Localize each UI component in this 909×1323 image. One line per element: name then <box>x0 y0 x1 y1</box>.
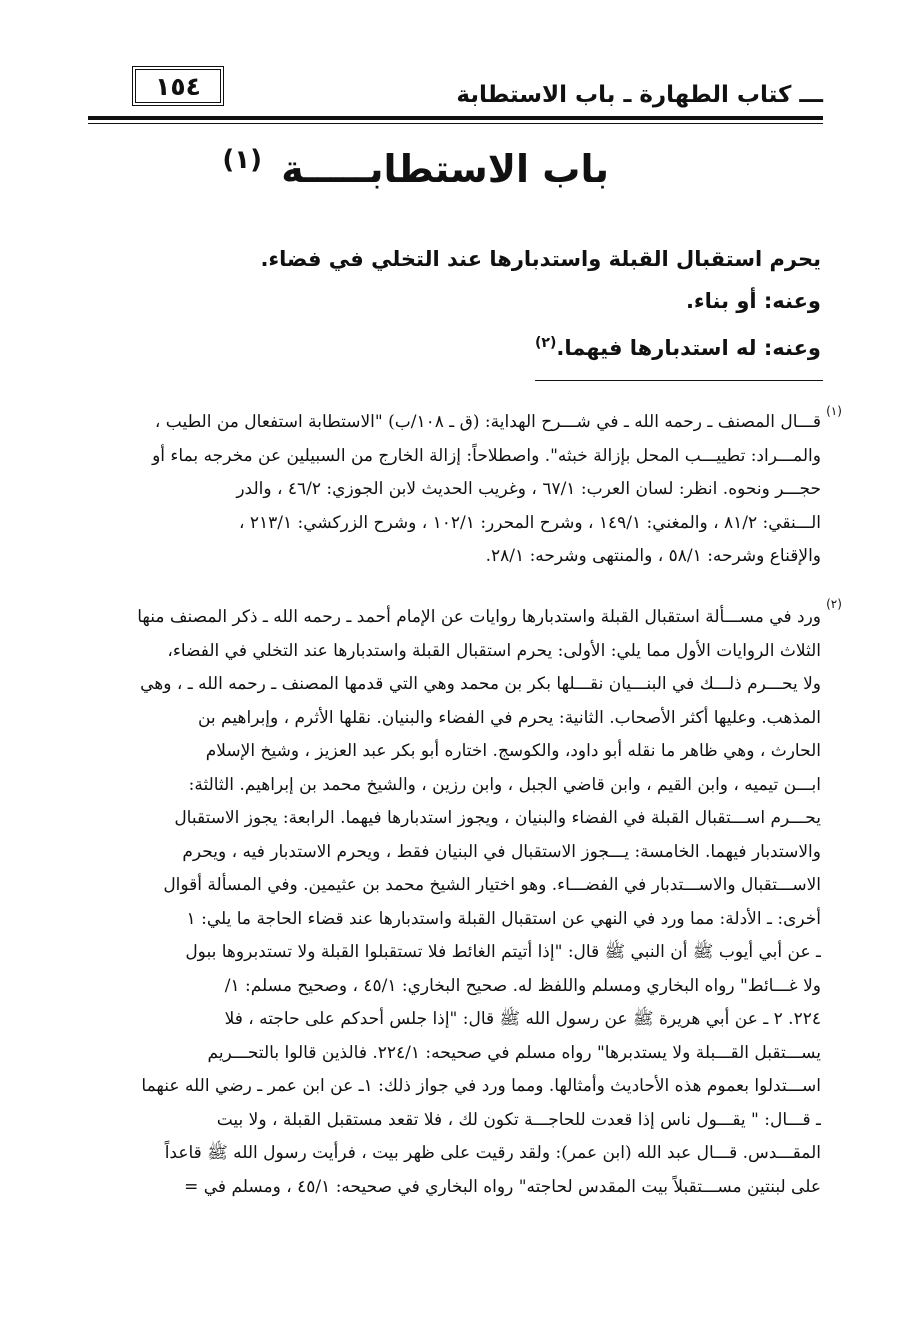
footnote-line: الـــنقي: ٨١/٢ ، والمغني: ١٤٩/١ ، وشرح المحرر: ١٠٢/١ ، وشرح الزركشي: ٢١٣/١ ، <box>238 512 821 533</box>
page-number: ١٥٤ <box>132 66 224 106</box>
running-header <box>88 60 823 128</box>
footnote-line: والاستدبار فيهما. الخامسة: يـــجوز الاستقبال في البنيان فقط ، ويحرم الاستدبار فيه ، ويحرم <box>182 841 821 862</box>
footnote-line: قـــال المصنف ـ رحمه الله ـ في شـــرح الهداية: (ق ـ ١٠٨/ب) "الاستطابة استفعال من الطيب ، <box>154 412 821 432</box>
chapter-title-text: باب الاستطابـــــة <box>281 147 609 191</box>
main-line-text: وعنه: له استدبارها فيهما. <box>556 336 821 360</box>
main-line <box>301 322 821 369</box>
footnote-marker-1: (١) <box>826 404 842 418</box>
footnote-line: الاســـتقبال والاســـتدبار في الفضـــاء. وهو اختيار الشيخ محمد بن عثيمين. وفي المسألة أقوال <box>163 875 821 895</box>
footnote-line: ـ عن أبي أيوب ﷺ أن النبي ﷺ قال: "إذا أتيتم الغائط فلا تستقبلوا القبلة ولا تستدبروها ببول <box>185 942 821 962</box>
footnote-1 <box>131 406 821 574</box>
footnote-marker-2: (٢) <box>826 597 842 611</box>
header-rule <box>88 116 823 120</box>
main-line-text: وعنه: أو بناء. <box>685 289 821 313</box>
footnote-2 <box>131 601 821 1204</box>
footnote-line: يســـتقبل القـــبلة ولا يستدبرها" رواه مسلم في صحيحه: ٢٢٤/١. فالذين قالوا بالتحـــريم <box>207 1042 821 1063</box>
footnote-line: اســـتدلوا بعموم هذه الأحاديث وأمثالها. ومما ورد في جواز ذلك: ١ـ عن ابن عمر ـ رضي الله عنهما <box>141 1076 821 1096</box>
footnote-line: المقـــدس. قـــال عبد الله (ابن عمر): ولقد رقيت على ظهر بيت ، فرأيت رسول الله ﷺ قاعداً <box>164 1143 821 1163</box>
footnote-line: ـ قـــال: " يقـــول ناس إذا قعدت للحاجـــة تكون لك ، فلا تقعد مستقبل القبلة ، ولا بيت <box>216 1109 821 1130</box>
footnote-line: المذهب. وعليها أكثر الأصحاب. الثانية: يحرم في الفضاء والبنيان. نقلها الأثرم ، وإبراهيم بن <box>197 707 821 728</box>
main-line <box>260 238 821 280</box>
chapter-title <box>222 145 609 191</box>
footnote-line: ورد في مســـألة استقبال القبلة واستدبارها روايات عن الإمام أحمد ـ رحمه الله ـ ذكر المصنف منها <box>137 607 821 627</box>
footnote-line: ٢٢٤. ٢ ـ عن أبي هريرة ﷺ عن رسول الله ﷺ قال: "إذا جلس أحدكم على حاجته ، فلا <box>224 1009 821 1029</box>
footnote-line: على لبنتين مســـتقبلاً بيت المقدس لحاجته" رواه البخاري في صحيحه: ٤٥/١ ، ومسلم في = <box>184 1176 821 1197</box>
main-text <box>260 238 821 369</box>
footnote-line: يحـــرم اســـتقبال القبلة في الفضاء والبنيان ، ويجوز استدبارها فيهما. الرابعة: يجوز الاستقبال <box>174 808 821 828</box>
footnote-line: أخرى: ـ الأدلة: مما ورد في النهي عن استقبال القبلة واستدبارها عند قضاء الحاجة ما يلي: ١ <box>186 908 821 929</box>
chapter-footnote-ref: (١) <box>222 145 263 175</box>
running-title: ـــ كتاب الطهارة ـ باب الاستطابة <box>456 82 823 108</box>
footnote-line: ابـــن تيميه ، وابن القيم ، وابن قاضي الجبل ، وابن رزين ، والشيخ محمد بن إبراهيم. الثالثة: <box>188 774 821 795</box>
footnote-separator <box>535 380 823 381</box>
main-line <box>301 280 821 322</box>
footnote-line: والإقناع وشرحه: ٥٨/١ ، والمنتهى وشرحه: ٢٨/١. <box>485 546 821 566</box>
footnote-line: حجـــر ونحوه. انظر: لسان العرب: ٦٧/١ ، وغريب الحديث لابن الجوزي: ٤٦/٢ ، والدر <box>236 479 821 499</box>
header-rule-thin <box>88 123 823 124</box>
footnote-line: الثلاث الروايات الأول مما يلي: الأولى: يحرم استقبال القبلة واستدبارها عند التخلي في الفضاء، <box>167 640 821 661</box>
footnote-line: والمـــراد: تطييـــب المحل بإزالة خبثه". واصطلاحاً: إزالة الخارج من السبيلين عن مخرجه بماء أو <box>152 445 821 466</box>
footnote-line: الحارث ، وهي ظاهر ما نقله أبو داود، والكوسج. اختاره أبو بكر عبد العزيز ، وشيخ الإسلام <box>205 741 821 761</box>
footnote-line: ولا غـــائط" رواه البخاري ومسلم واللفظ له. صحيح البخاري: ٤٥/١ ، وصحيح مسلم: ١/ <box>224 975 821 996</box>
footnote-line: ولا يحـــرم ذلـــك في البنـــيان نقـــلها بكر بن محمد وهي التي قدمها المصنف ـ رحمه الله ـ ، وهي <box>140 674 821 694</box>
main-footnote-ref: (٢) <box>534 335 557 351</box>
main-line-text: يحرم استقبال القبلة واستدبارها عند التخلي في فضاء. <box>260 247 821 271</box>
